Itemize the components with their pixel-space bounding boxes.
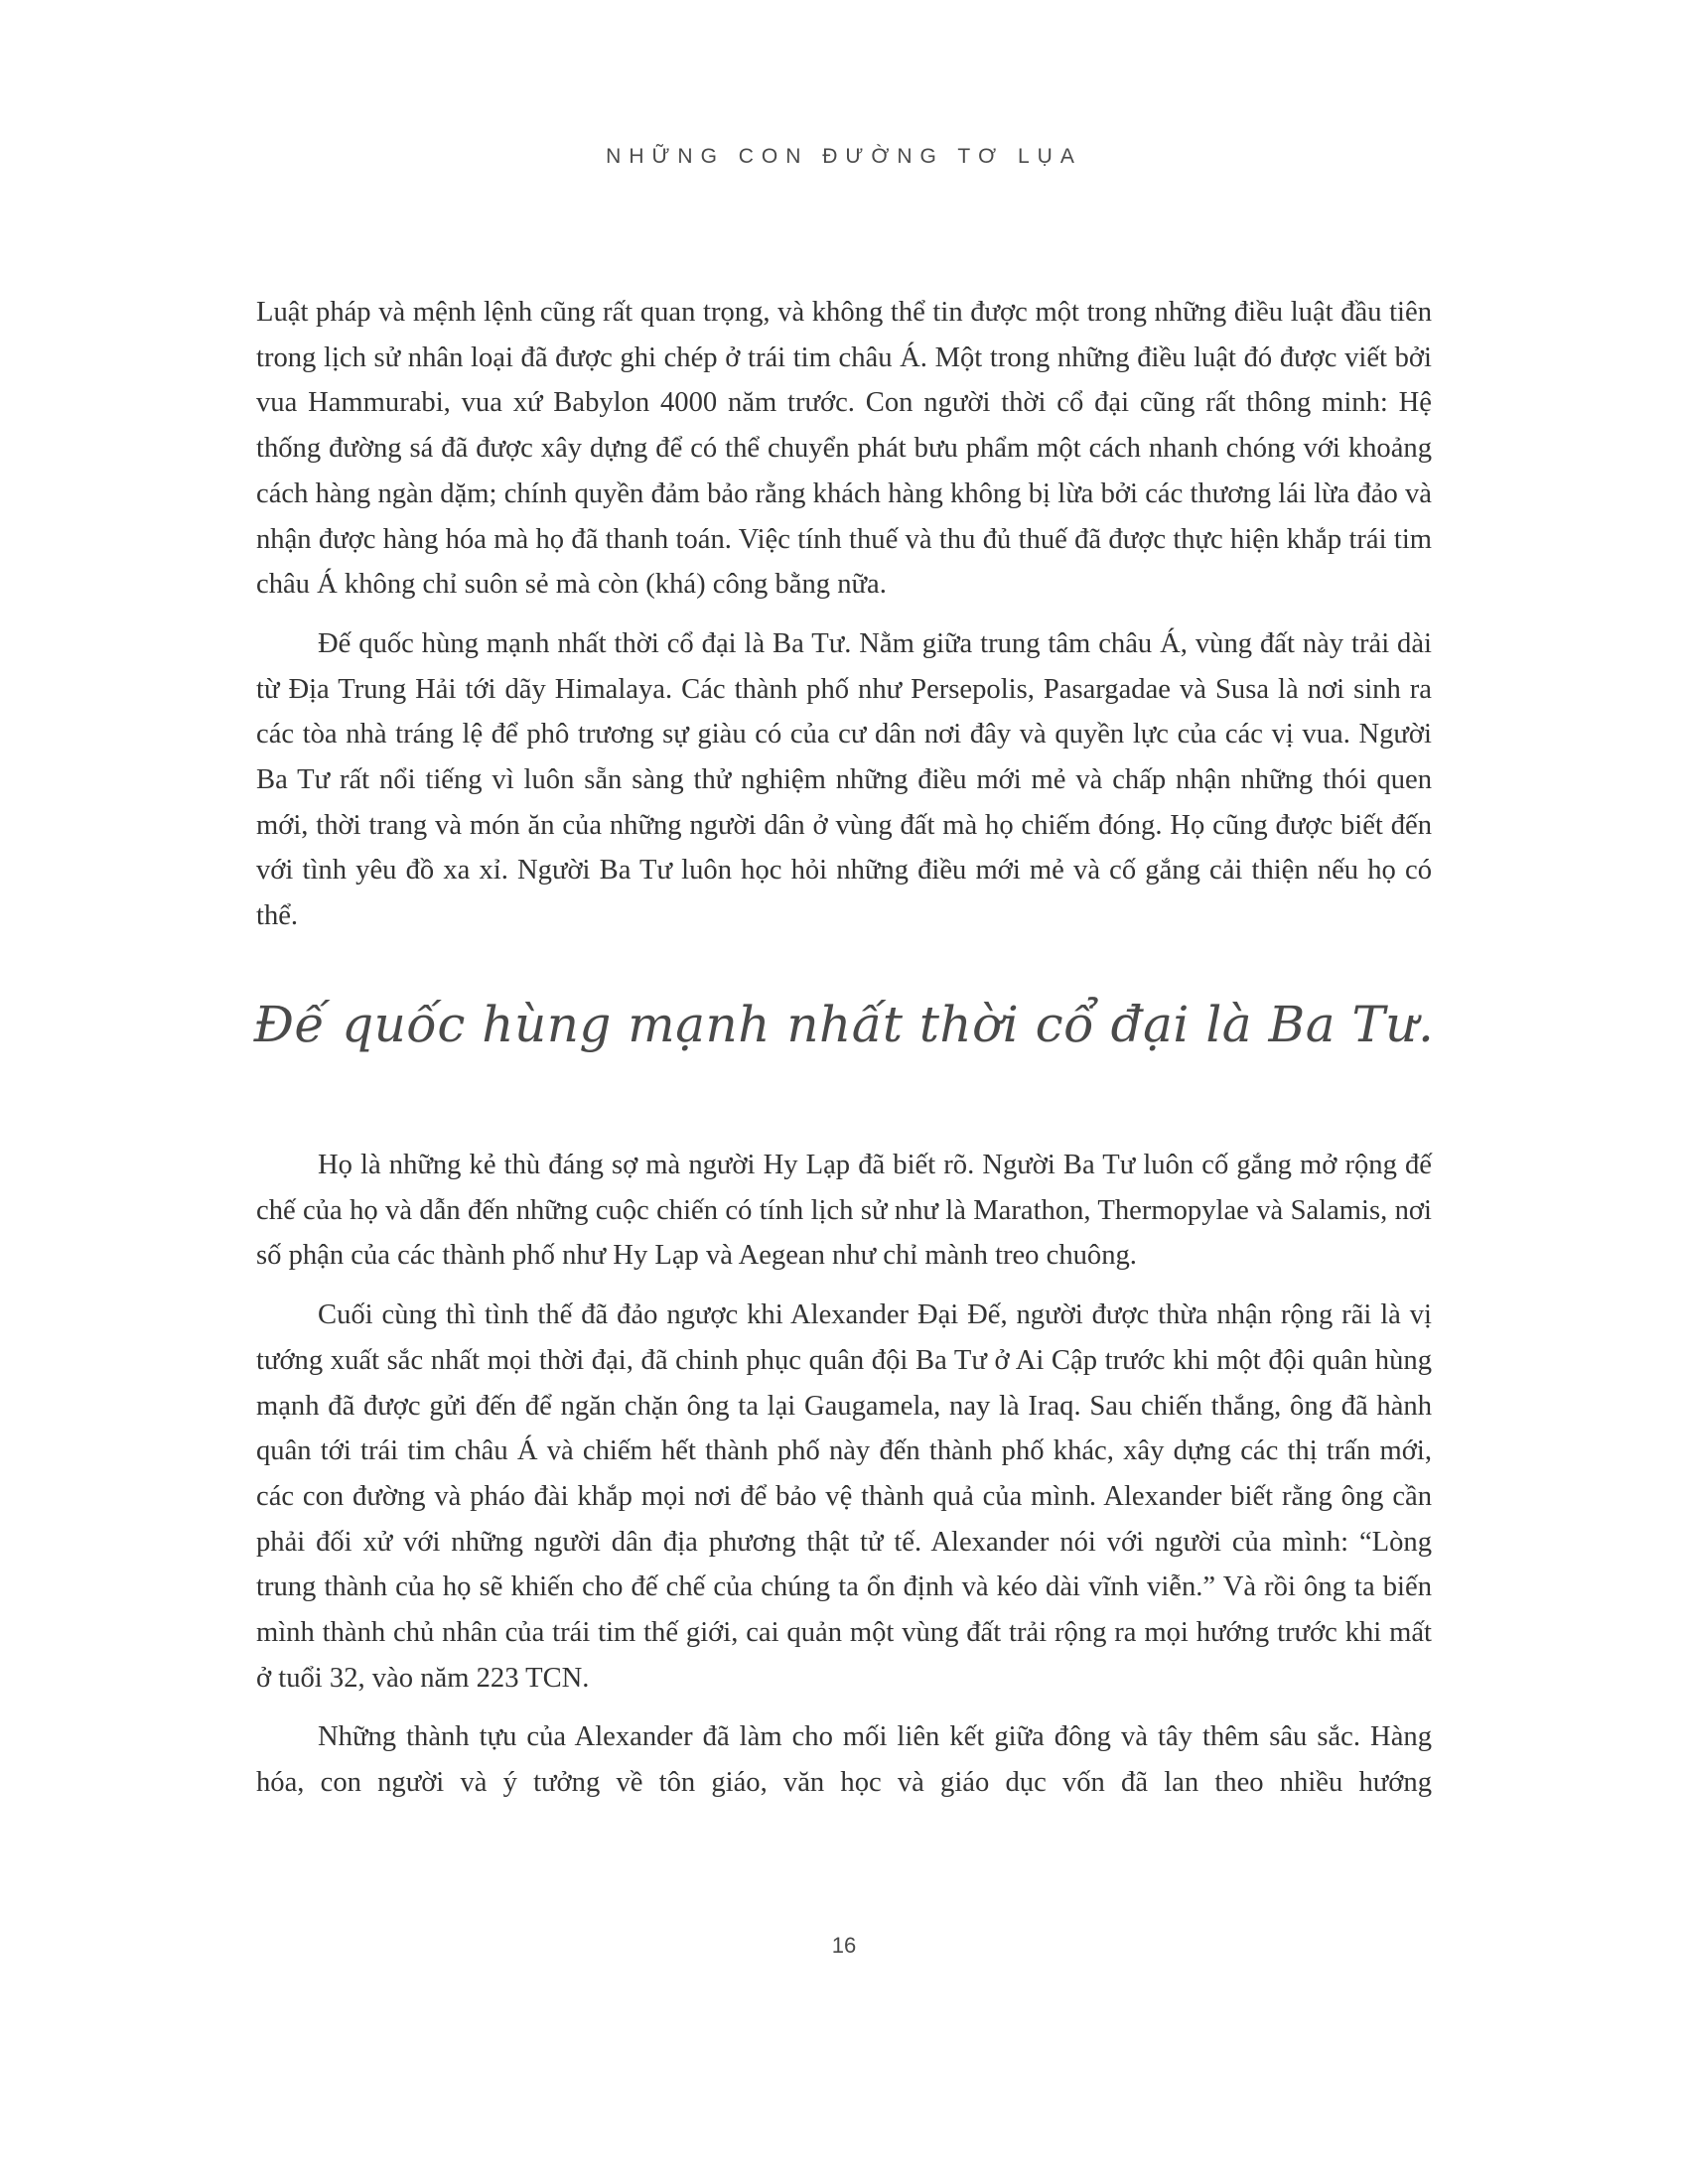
body-text-top bbox=[256, 290, 1432, 953]
paragraph-alexander: Cuối cùng thì tình thế đã đảo ngược khi Alexander Đại Đế, người được thừa nhận rộng rãi là vị tướng xuất sắc nhất mọi thời đại, đã chinh phục quân đội Ba Tư ở Ai Cập trước khi một đội quân hùng mạnh đã được gửi đến để ngăn chặn ông ta lại Gaugamela, nay là Iraq. Sau chiến thắng, ông đã hành quân tới trái tim châu Á và chiếm hết thành phố này đến thành phố khác, xây dựng các thị trấn mới, các con đường và pháo đài khắp mọi nơi để bảo vệ thành quả của mình. Alexander biết rằng ông cần phải đối xử với những người dân địa phương thật tử tế. Alexander nói với người của mình: “Lòng trung thành của họ sẽ khiến cho đế chế của chúng ta ổn định và kéo dài vĩnh viễn.” Và rồi ông ta biến mình thành chủ nhân của trái tim thế giới, cai quản một vùng đất trải rộng ra mọi hướng trước khi mất ở tuổi 32, vào năm 223 TCN. bbox=[256, 1299, 1432, 1694]
paragraph-laws: Luật pháp và mệnh lệnh cũng rất quan trọng, và không thể tin được một trong những điều luật đầu tiên trong lịch sử nhân loại đã được ghi chép ở trái tim châu Á. Một trong những điều luật đó được viết bởi vua Hammurabi, vua xứ Babylon 4000 năm trước. Con người thời cổ đại cũng rất thông minh: Hệ thống đường sá đã được xây dựng để có thể chuyển phát bưu phẩm một cách nhanh chóng với khoảng cách hàng ngàn dặm; chính quyền đảm bảo rằng khách hàng không bị lừa bởi các thương lái lừa đảo và nhận được hàng hóa mà họ đã thanh toán. Việc tính thuế và thu đủ thuế đã được thực hiện khắp trái tim châu Á không chỉ suôn sẻ mà còn (khá) công bằng nữa. bbox=[256, 297, 1432, 601]
running-header: NHỮNG CON ĐƯỜNG TƠ LỤA bbox=[606, 145, 1082, 168]
body-text-bottom bbox=[256, 1143, 1432, 1820]
paragraph-achievements: Những thành tựu của Alexander đã làm cho mối liên kết giữa đông và tây thêm sâu sắc. Hàng hóa, con người và ý tưởng về tôn giáo, văn học và giáo dục vốn đã lan theo nhiều hướng bbox=[256, 1721, 1432, 1799]
pull-quote: Đế quốc hùng mạnh nhất thời cổ đại là Ba Tư. bbox=[253, 996, 1435, 1053]
paragraph-greek-wars: Họ là những kẻ thù đáng sợ mà người Hy Lạp đã biết rõ. Người Ba Tư luôn cố gắng mở rộng đế chế của họ và dẫn đến những cuộc chiến có tính lịch sử như là Marathon, Thermopylae và Salamis, nơi số phận của các thành phố như Hy Lạp và Aegean như chỉ mành treo chuông. bbox=[256, 1150, 1432, 1272]
paragraph-persian-empire: Đế quốc hùng mạnh nhất thời cổ đại là Ba Tư. Nằm giữa trung tâm châu Á, vùng đất này trải dài từ Địa Trung Hải tới dãy Himalaya. Các thành phố như Persepolis, Pasargadae và Susa là nơi sinh ra các tòa nhà tráng lệ để phô trương sự giàu có của cư dân nơi đây và quyền lực của các vị vua. Người Ba Tư rất nổi tiếng vì luôn sẵn sàng thử nghiệm những điều mới mẻ và chấp nhận những thói quen mới, thời trang và món ăn của những người dân ở vùng đất mà họ chiếm đóng. Họ cũng được biết đến với tình yêu đồ xa xỉ. Người Ba Tư luôn học hỏi những điều mới mẻ và cố gắng cải thiện nếu họ có thể. bbox=[256, 627, 1432, 932]
page-number: 16 bbox=[831, 1933, 857, 1958]
